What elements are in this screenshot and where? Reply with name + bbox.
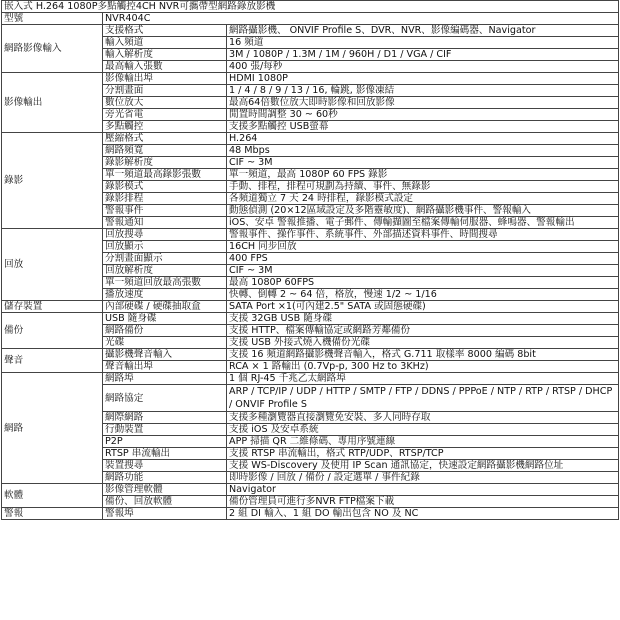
spec-row bbox=[2, 73, 619, 85]
category-label: 型號 bbox=[2, 13, 103, 25]
spec-value: 最高 1080P 60FPS bbox=[227, 277, 619, 289]
spec-value: RCA × 1 路輸出 (0.7Vp-p, 300 Hz to 3KHz) bbox=[227, 361, 619, 373]
spec-label: 網路備份 bbox=[103, 325, 227, 337]
category-label: 聲音 bbox=[2, 349, 103, 373]
spec-label: 備份、回放軟體 bbox=[103, 496, 227, 508]
spec-value: 支援 iOS 及安卓系統 bbox=[227, 424, 619, 436]
category-label: 網路影像輸入 bbox=[2, 25, 103, 73]
spec-table-body bbox=[2, 1, 619, 520]
spec-value: CIF ~ 3M bbox=[227, 157, 619, 169]
spec-value: 支援 16 頻道網路攝影機聲音輸入，格式 G.711 取樣率 8000 編碼 8bit bbox=[227, 349, 619, 361]
spec-value: SATA Port ×1(可內建2.5" SATA 或固態硬碟) bbox=[227, 301, 619, 313]
spec-row bbox=[2, 484, 619, 496]
spec-label: 最高輸入張數 bbox=[103, 61, 227, 73]
spec-value: 2 組 DI 輸入、1 組 DO 輸出包含 NO 及 NC bbox=[227, 508, 619, 520]
title-row bbox=[2, 1, 619, 13]
spec-label: 旁光省電 bbox=[103, 109, 227, 121]
spec-value: 支援 USB 外接式燒入機備份光碟 bbox=[227, 337, 619, 349]
spec-label: 警報通知 bbox=[103, 217, 227, 229]
spec-value: 各頻道獨立 7 天 24 時排程，錄影模式設定 bbox=[227, 193, 619, 205]
spec-value: 最高64倍數位放大即時影像和回放影像 bbox=[227, 97, 619, 109]
spec-label: 光碟 bbox=[103, 337, 227, 349]
spec-label: 網路埠 bbox=[103, 373, 227, 385]
spec-value: 警報事件、操作事件、系統事件、外部描述資料事件、時間搜尋 bbox=[227, 229, 619, 241]
spec-value: 支援 WS-Discovery 及使用 IP Scan 通訊協定，快速設定網路攝影機網路位址 bbox=[227, 460, 619, 472]
spec-value: 16 頻道 bbox=[227, 37, 619, 49]
spec-label: 數位放大 bbox=[103, 97, 227, 109]
spec-label: 裝置搜尋 bbox=[103, 460, 227, 472]
spec-row bbox=[2, 373, 619, 385]
spec-value: 手動、排程，排程可規劃為持續、事件、無錄影 bbox=[227, 181, 619, 193]
category-label: 備份 bbox=[2, 313, 103, 349]
spec-label: USB 隨身碟 bbox=[103, 313, 227, 325]
spec-label: 網路功能 bbox=[103, 472, 227, 484]
category-label: 儲存裝置 bbox=[2, 301, 103, 313]
spec-label: 行動裝置 bbox=[103, 424, 227, 436]
spec-label: 支援格式 bbox=[103, 25, 227, 37]
spec-label: 播放速度 bbox=[103, 289, 227, 301]
spec-row bbox=[2, 508, 619, 520]
spec-row bbox=[2, 313, 619, 325]
spec-value: 閒置時間調整 30 ~ 60秒 bbox=[227, 109, 619, 121]
spec-value: 支援 RTSP 串流輸出，格式 RTP/UDP、RTSP/TCP bbox=[227, 448, 619, 460]
spec-label: 網際網路 bbox=[103, 412, 227, 424]
spec-value: 即時影像 / 回放 / 備份 / 設定選單 / 事件紀錄 bbox=[227, 472, 619, 484]
category-label: 回放 bbox=[2, 229, 103, 301]
spec-label: 單一頻道回放最高張數 bbox=[103, 277, 227, 289]
spec-label: 錄影模式 bbox=[103, 181, 227, 193]
spec-label: 回放解析度 bbox=[103, 265, 227, 277]
spec-value: Navigator bbox=[227, 484, 619, 496]
spec-label: 警報埠 bbox=[103, 508, 227, 520]
spec-label: 單一頻道最高錄影張數 bbox=[103, 169, 227, 181]
spec-label: 網路協定 bbox=[103, 385, 227, 412]
spec-label: RTSP 串流輸出 bbox=[103, 448, 227, 460]
spec-value: 1 / 4 / 8 / 9 / 13 / 16, 輪跳, 影像凍結 bbox=[227, 85, 619, 97]
spec-label: 輸入頻道 bbox=[103, 37, 227, 49]
spec-value: 網路攝影機、 ONVIF Profile S、DVR、NVR、影像編碼器、Navigator bbox=[227, 25, 619, 37]
spec-value: 單一頻道，最高 1080P 60 FPS 錄影 bbox=[227, 169, 619, 181]
spec-value: APP 掃描 QR 二維條碼、專用序號連線 bbox=[227, 436, 619, 448]
category-label: 警報 bbox=[2, 508, 103, 520]
spec-label: 回放搜尋 bbox=[103, 229, 227, 241]
spec-value: NVR404C bbox=[103, 13, 619, 25]
spec-row bbox=[2, 301, 619, 313]
spec-value: 支援 HTTP、檔案傳輸協定或網路芳鄰備份 bbox=[227, 325, 619, 337]
spec-row bbox=[2, 25, 619, 37]
spec-value: 快轉、倒轉 2 ~ 64 倍，格放，慢速 1/2 ~ 1/16 bbox=[227, 289, 619, 301]
spec-value: 備份管理員可進行多NVR FTP檔案下載 bbox=[227, 496, 619, 508]
spec-label: 攝影機聲音輸入 bbox=[103, 349, 227, 361]
spec-value: 動態偵測 (20×12區域設定及多階靈敏度)、網路攝影機事件、警報輸入 bbox=[227, 205, 619, 217]
spec-label: 分割畫面 bbox=[103, 85, 227, 97]
spec-row bbox=[2, 349, 619, 361]
spec-label: 聲音輸出埠 bbox=[103, 361, 227, 373]
spec-row bbox=[2, 13, 619, 25]
spec-label: 分割畫面顯示 bbox=[103, 253, 227, 265]
spec-value: H.264 bbox=[227, 133, 619, 145]
spec-value: 支援多點觸控 USB螢幕 bbox=[227, 121, 619, 133]
spec-label: P2P bbox=[103, 436, 227, 448]
spec-label: 網路頻寬 bbox=[103, 145, 227, 157]
spec-value: 16CH 同步回放 bbox=[227, 241, 619, 253]
spec-row bbox=[2, 229, 619, 241]
spec-label: 壓縮格式 bbox=[103, 133, 227, 145]
spec-row bbox=[2, 133, 619, 145]
document-title: 嵌入式 H.264 1080P多點觸控4CH NVR可攜帶型網路錄放影機 bbox=[2, 1, 619, 13]
spec-value: 400 FPS bbox=[227, 253, 619, 265]
category-label: 軟體 bbox=[2, 484, 103, 508]
spec-value: 3M / 1080P / 1.3M / 1M / 960H / D1 / VGA / CIF bbox=[227, 49, 619, 61]
spec-label: 影像管理軟體 bbox=[103, 484, 227, 496]
spec-label: 回放顯示 bbox=[103, 241, 227, 253]
spec-label: 影像輸出埠 bbox=[103, 73, 227, 85]
spec-label: 警報事件 bbox=[103, 205, 227, 217]
spec-label: 多點觸控 bbox=[103, 121, 227, 133]
spec-value: ARP / TCP/IP / UDP / HTTP / SMTP / FTP / DDNS / PPPoE / NTP / RTP / RTSP / DHCP / ONVIF Profile S bbox=[227, 385, 619, 412]
spec-value: CIF ~ 3M bbox=[227, 265, 619, 277]
spec-value: 48 Mbps bbox=[227, 145, 619, 157]
spec-value: HDMI 1080P bbox=[227, 73, 619, 85]
spec-label: 錄影排程 bbox=[103, 193, 227, 205]
category-label: 影像輸出 bbox=[2, 73, 103, 133]
spec-label: 內部硬碟 / 硬碟抽取盒 bbox=[103, 301, 227, 313]
spec-value: 1 個 RJ-45 千兆乙太網路埠 bbox=[227, 373, 619, 385]
spec-value: 400 張/每秒 bbox=[227, 61, 619, 73]
spec-value: 支援 32GB USB 隨身碟 bbox=[227, 313, 619, 325]
spec-value: 支援多種瀏覽器直接瀏覽免安裝、多人同時存取 bbox=[227, 412, 619, 424]
spec-value: iOS、安卓 警報推播、電子郵件、傳輸擷圖至檔案傳輸伺服器、蜂鳴器、警報輸出 bbox=[227, 217, 619, 229]
category-label: 網路 bbox=[2, 373, 103, 484]
spec-label: 輸入解析度 bbox=[103, 49, 227, 61]
spec-table bbox=[1, 0, 619, 520]
spec-label: 錄影解析度 bbox=[103, 157, 227, 169]
category-label: 錄影 bbox=[2, 133, 103, 229]
